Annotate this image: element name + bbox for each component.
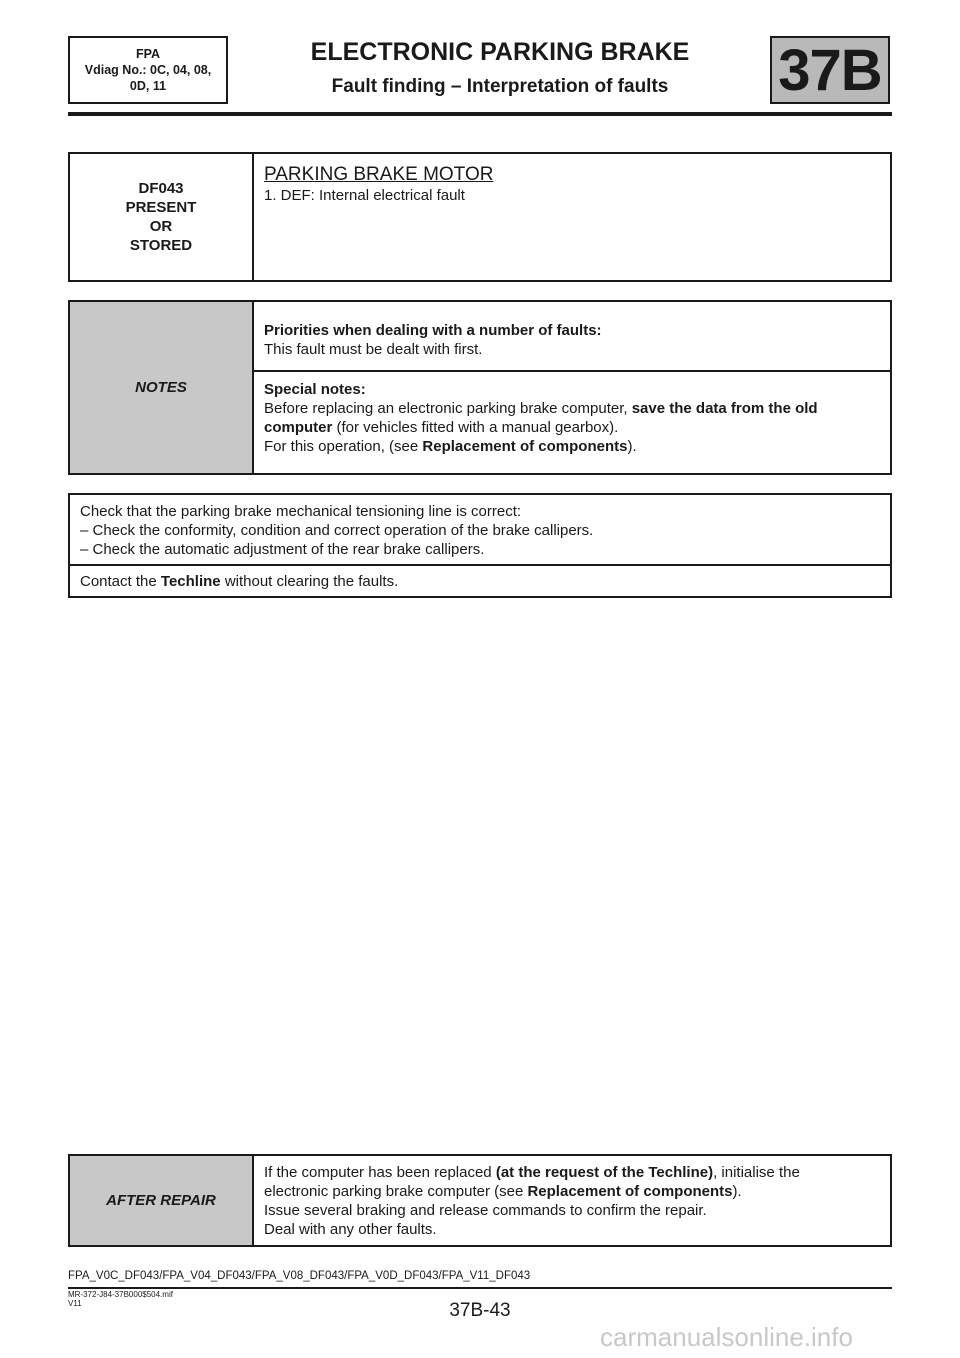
vehicle-line-3: 0D, 11 <box>129 79 167 93</box>
priorities-text: This fault must be dealt with first. <box>264 341 483 358</box>
after-repair-line-1-bold: (at the request of the Techline) <box>495 1164 714 1181</box>
after-repair-line-2-post: ). <box>732 1183 742 1200</box>
checks-intro: Check that the parking brake mechanical tensioning line is correct: <box>80 503 522 520</box>
fault-code: DF043 <box>138 180 184 197</box>
after-repair-table <box>68 1154 892 1247</box>
special-notes-pre: Before replacing an electronic parking brake computer, <box>264 400 628 417</box>
special-notes-line-2 <box>264 418 880 437</box>
after-repair-line-2 <box>264 1182 880 1201</box>
special-notes-bold: save the data from the old <box>631 400 818 417</box>
watermark: carmanualsonline.info <box>600 1322 853 1352</box>
special-notes-bold-2: computer <box>264 419 333 436</box>
special-notes-line-1 <box>264 399 880 418</box>
vehicle-info-box <box>68 36 228 104</box>
page-number: 37B-43 <box>449 1300 511 1321</box>
notes-label-cell <box>69 301 253 474</box>
after-repair-line-1-post: , initialise the <box>713 1164 800 1181</box>
after-repair-line-2-pre: electronic parking brake computer (see <box>264 1183 524 1200</box>
checks-cell <box>69 494 891 565</box>
operation-line <box>264 437 880 456</box>
notes-table <box>68 300 892 475</box>
after-repair-label-cell <box>69 1155 253 1246</box>
footer-meta <box>68 1290 173 1308</box>
vehicle-line-2: Vdiag No.: 0C, 04, 08, <box>84 63 212 77</box>
fault-status-stored: STORED <box>129 237 193 254</box>
page-title: ELECTRONIC PARKING BRAKE <box>310 38 690 66</box>
footer-version: V11 <box>68 1299 82 1308</box>
operation-pre: For this operation, (see <box>264 438 419 455</box>
after-repair-cell <box>253 1155 891 1246</box>
contact-pre: Contact the <box>80 573 157 590</box>
contact-cell <box>69 565 891 597</box>
special-notes-post: (for vehicles fitted with a manual gearbox). <box>336 419 619 436</box>
after-repair-line-4: Deal with any other faults. <box>264 1221 437 1238</box>
fault-table <box>68 152 892 282</box>
fault-title: PARKING BRAKE MOTOR <box>264 164 494 185</box>
check-item-2: – Check the automatic adjustment of the rear brake callipers. <box>80 541 485 558</box>
after-repair-line-2-bold: Replacement of components <box>527 1183 733 1200</box>
contact-post: without clearing the faults. <box>224 573 399 590</box>
fault-status-present: PRESENT <box>125 199 197 216</box>
priorities-heading: Priorities when dealing with a number of faults: <box>264 322 602 339</box>
special-notes-cell <box>253 371 891 474</box>
fault-description-cell <box>253 153 891 281</box>
footer-doc-file: MR-372-J84-37B000$504.mif <box>68 1290 173 1299</box>
footer-reference: FPA_V0C_DF043/FPA_V04_DF043/FPA_V08_DF043/FPA_V0D_DF043/FPA_V11_DF043 <box>68 1270 531 1282</box>
footer-divider <box>68 1287 892 1289</box>
section-code-badge: 37B <box>770 36 890 104</box>
operation-post: ). <box>627 438 637 455</box>
after-repair-line-1-pre: If the computer has been replaced <box>264 1164 492 1181</box>
header-divider <box>68 112 892 116</box>
fault-detail: 1. DEF: Internal electrical fault <box>264 187 465 204</box>
fault-status-or: OR <box>149 218 173 235</box>
operation-link: Replacement of components <box>422 438 628 455</box>
priorities-cell <box>253 301 891 371</box>
check-item-1: – Check the conformity, condition and correct operation of the brake callipers. <box>80 522 594 539</box>
after-repair-line-1 <box>264 1163 880 1182</box>
after-repair-label: AFTER REPAIR <box>106 1192 216 1209</box>
special-notes-heading: Special notes: <box>264 381 366 398</box>
page-subtitle: Fault finding – Interpretation of faults <box>331 76 669 97</box>
checks-table <box>68 493 892 598</box>
vehicle-line-1: FPA <box>135 47 161 61</box>
notes-label: NOTES <box>135 379 187 396</box>
contact-techline: Techline <box>160 573 221 590</box>
fault-status-cell <box>69 153 253 281</box>
after-repair-line-3: Issue several braking and release commands to confirm the repair. <box>264 1202 707 1219</box>
